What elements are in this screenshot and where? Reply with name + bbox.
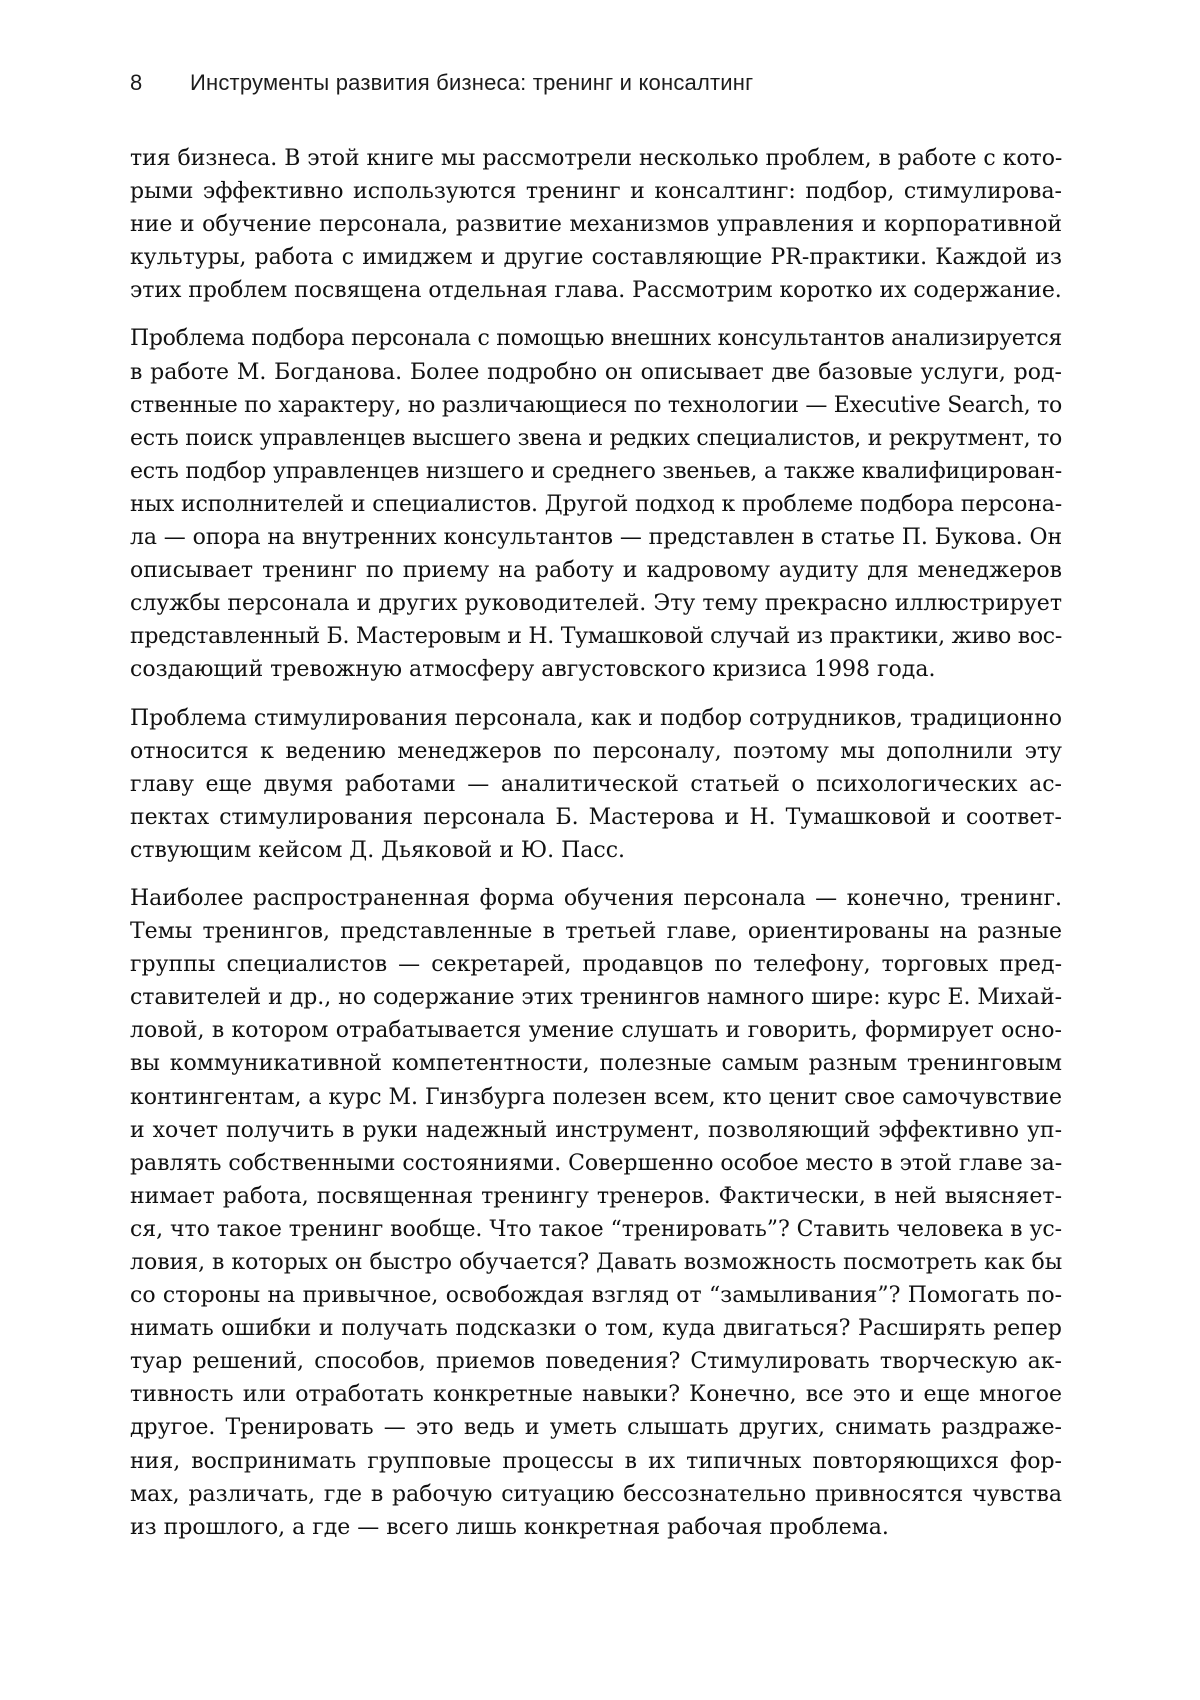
text-line: Проблема стимулирования персонала, как и подбор сотрудников, традиционно (130, 705, 1062, 731)
text-line: равлять собственными состояниями. Совершенно особое место в этой главе за- (130, 1150, 1063, 1176)
text-line: другое. Тренировать — это ведь и уметь слышать других, снимать раздраже- (130, 1415, 1062, 1441)
running-title: Инструменты развития бизнеса: тренинг и консалтинг (190, 70, 754, 95)
paragraph-2 (130, 322, 1062, 686)
text-line: рыми эффективно используются тренинг и консалтинг: подбор, стимулирова- (130, 179, 1062, 205)
text-line: ла — опора на внутренних консультантов — представлен в статье П. Букова. Он (130, 525, 1063, 551)
text-line: мах, различать, где в рабочую ситуацию бессознательно привносятся чувства (130, 1481, 1062, 1507)
text-line: ния, воспринимать групповые процессы в их типичных повторяющихся фор- (130, 1448, 1062, 1474)
paragraph-1 (130, 142, 1062, 307)
page-number: 8 (130, 70, 143, 95)
text-line: Проблема подбора персонала с помощью внешних консультантов анализируется (130, 326, 1062, 352)
text-line: ствующим кейсом Д. Дьяковой и Ю. Пасс. (130, 837, 626, 863)
text-line: в работе М. Богданова. Более подробно он описывает две базовые услуги, род- (130, 359, 1062, 385)
text-line: и хочет получить в руки надежный инструмент, позволяющий эффективно уп- (130, 1117, 1062, 1143)
text-line: пектах стимулирования персонала Б. Мастерова и Н. Тумашковой и соответ- (130, 804, 1062, 830)
text-line: главу еще двумя работами — аналитической статьей о психологических ас- (130, 771, 1062, 797)
text-line: есть поиск управленцев высшего звена и редких специалистов, и рекрутмент, то (130, 425, 1063, 451)
text-line: ние и обучение персонала, развитие механизмов управления и корпоративной (130, 212, 1062, 238)
text-line: ловой, в котором отрабатывается умение слушать и говорить, формирует осно- (130, 1018, 1062, 1044)
text-line: описывает тренинг по приему на работу и кадровому аудиту для менеджеров (130, 558, 1062, 584)
text-line: ставителей и др., но содержание этих тренингов намного шире: курс Е. Михай- (130, 985, 1062, 1011)
text-line: из прошлого, а где — всего лишь конкретная рабочая проблема. (130, 1514, 889, 1540)
text-line: ственные по характеру, но различающиеся по технологии — Executive Search, то (130, 392, 1062, 418)
text-line: группы специалистов — секретарей, продавцов по телефону, торговых пред- (130, 952, 1062, 978)
text-line: тия бизнеса. В этой книге мы рассмотрели несколько проблем, в работе с кото- (130, 146, 1063, 171)
text-line: со стороны на привычное, освобождая взгляд от “замыливания”? Помогать по- (130, 1283, 1062, 1309)
text-line: ся, что такое тренинг вообще. Что такое “тренировать”? Ставить человека в ус- (130, 1216, 1062, 1242)
text-line: нимать ошибки и получать подсказки о том, куда двигаться? Расширять репер (130, 1316, 1062, 1342)
text-line: тивность или отработать конкретные навыки? Конечно, все это и еще многое (130, 1382, 1062, 1408)
text-line: ловия, в которых он быстро обучается? Давать возможность посмотреть как бы (130, 1250, 1063, 1275)
paragraph-3 (130, 702, 1062, 867)
text-line: есть подбор управленцев низшего и среднего звеньев, а также квалифицирован- (130, 458, 1062, 484)
text-line: службы персонала и других руководителей. Эту тему прекрасно иллюстрирует (130, 591, 1062, 617)
text-line: Темы тренингов, представленные в третьей главе, ориентированы на разные (130, 919, 1062, 945)
text-line: ных исполнителей и специалистов. Другой подход к проблеме подбора персона- (130, 491, 1062, 517)
text-line: этих проблем посвящена отдельная глава. Рассмотрим коротко их содержание. (130, 278, 1062, 304)
text-line: нимает работа, посвященная тренингу тренеров. Фактически, в ней выясняет- (130, 1183, 1062, 1209)
text-line: вы коммуникативной компетентности, полезные самым разным тренинговым (130, 1051, 1062, 1077)
paragraph-4 (130, 882, 1062, 1544)
body-text (130, 142, 1062, 1559)
text-line: Наиболее распространенная форма обучения персонала — конечно, тренинг. (130, 885, 1062, 911)
text-line: создающий тревожную атмосферу августовского кризиса 1998 года. (130, 657, 936, 683)
text-line: представленный Б. Мастеровым и Н. Тумашковой случай из практики, живо вос- (130, 624, 1062, 650)
text-line: относится к ведению менеджеров по персоналу, поэтому мы дополнили эту (130, 738, 1062, 764)
running-header (130, 70, 1070, 110)
text-line: культуры, работа с имиджем и другие составляющие PR-практики. Каждой из (130, 245, 1062, 271)
text-line: туар решений, способов, приемов поведения? Стимулировать творческую ак- (130, 1349, 1062, 1375)
text-line: контингентам, а курс М. Гинзбурга полезен всем, кто ценит свое самочувствие (130, 1084, 1062, 1110)
